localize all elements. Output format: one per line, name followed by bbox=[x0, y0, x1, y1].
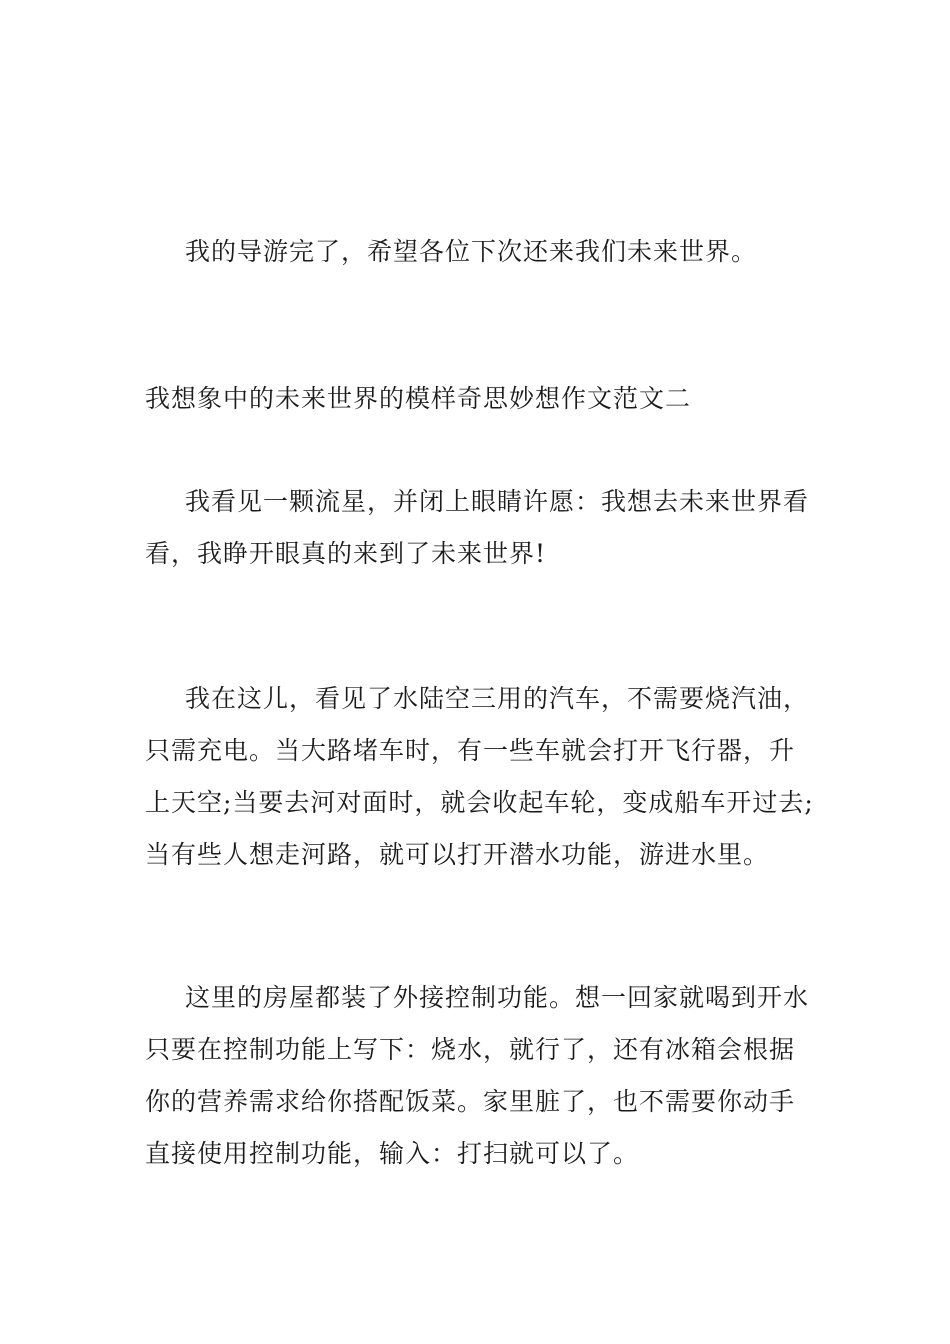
heading-text: 我想象中的未来世界的模样奇思妙想作文范文二 bbox=[145, 384, 692, 413]
text-line: 只要在控制功能上写下：烧水，就行了，还有冰箱会根据 bbox=[145, 1035, 796, 1064]
paragraph-closing-tour bbox=[145, 226, 825, 278]
text-line: 我看见一颗流星，并闭上眼睛许愿：我想去未来世界看 bbox=[185, 487, 810, 516]
text-line: 这里的房屋都装了外接控制功能。想一回家就喝到开水 bbox=[185, 983, 810, 1012]
text-line: 看，我睁开眼真的来到了未来世界! bbox=[145, 539, 547, 568]
text-line: 我的导游完了，希望各位下次还来我们未来世界。 bbox=[185, 237, 758, 266]
text-line: 只需充电。当大路堵车时，有一些车就会打开飞行器，升 bbox=[145, 736, 796, 765]
text-line: 我在这儿，看见了水陆空三用的汽车，不需要烧汽油， bbox=[185, 684, 810, 713]
text-line: 你的营养需求给你搭配饭菜。家里脏了，也不需要你动手 bbox=[145, 1087, 796, 1116]
paragraph-shooting-star bbox=[145, 476, 825, 580]
text-line: 上天空;当要去河对面时，就会收起车轮，变成船车开过去; bbox=[145, 788, 814, 817]
paragraph-smart-houses bbox=[145, 972, 825, 1180]
text-line: 当有些人想走河路，就可以打开潜水功能，游进水里。 bbox=[145, 840, 770, 869]
paragraph-future-cars bbox=[145, 673, 825, 881]
text-line: 直接使用控制功能，输入：打扫就可以了。 bbox=[145, 1139, 640, 1168]
section-heading bbox=[145, 373, 825, 425]
